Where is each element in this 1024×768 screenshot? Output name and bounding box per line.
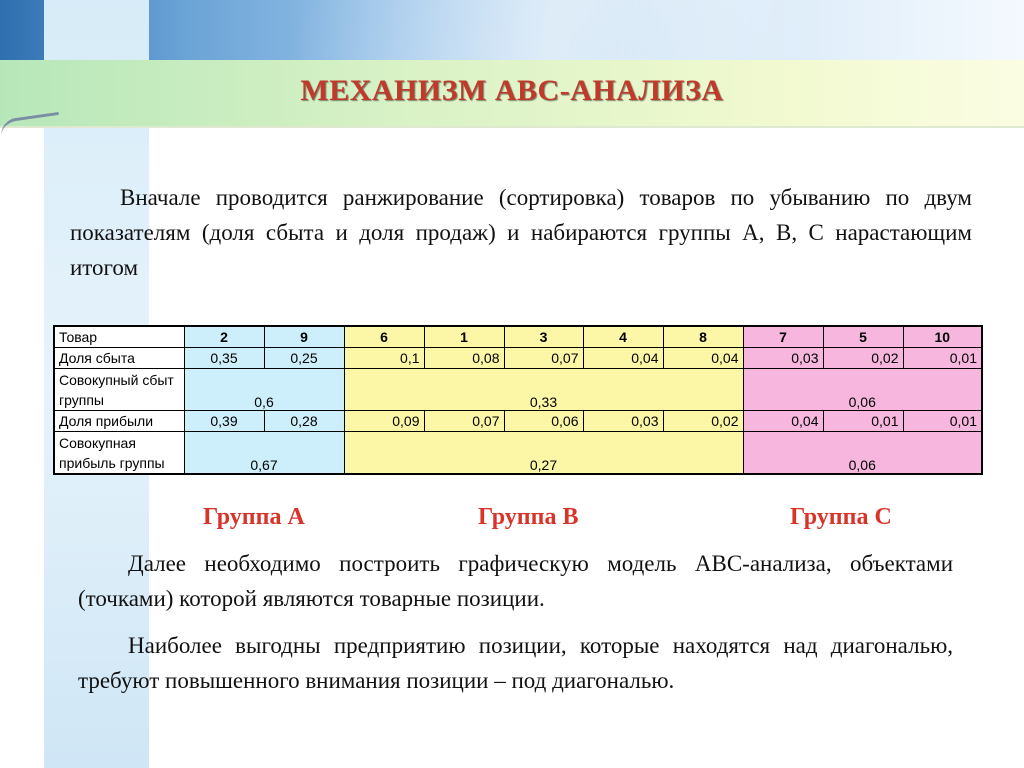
group-a-label: Группа А — [203, 504, 305, 530]
sales-share-cell: 0,03 — [743, 348, 823, 369]
graphic-model-paragraph: Далее необходимо построить графическую модель АВС-анализа, объектами (точками) которой являются товарные позиции. — [78, 551, 953, 611]
row-label-sales-share: Доля сбыта — [54, 348, 184, 369]
group-a-sales-cell: 0,6 — [184, 369, 344, 411]
row-label-profit-share: Доля прибыли — [54, 411, 184, 432]
product-cell: 1 — [424, 326, 504, 348]
sales-share-cell: 0,01 — [903, 348, 982, 369]
group-c-profit-cell: 0,06 — [743, 432, 982, 475]
product-cell: 10 — [903, 326, 982, 348]
profit-share-cell: 0,28 — [264, 411, 344, 432]
table-row-group-profit — [54, 432, 982, 475]
profit-share-cell: 0,01 — [903, 411, 982, 432]
product-cell: 7 — [743, 326, 823, 348]
profit-share-cell: 0,39 — [184, 411, 264, 432]
group-b-profit-cell: 0,27 — [344, 432, 743, 475]
profit-share-cell: 0,02 — [663, 411, 743, 432]
product-cell: 4 — [583, 326, 663, 348]
row-label-group-sales: Совокупный сбыт группы — [54, 369, 184, 411]
row-label-group-profit: Совокупная прибыль группы — [54, 432, 184, 475]
profit-share-cell: 0,04 — [743, 411, 823, 432]
sales-share-cell: 0,08 — [424, 348, 504, 369]
table-row-profit-share — [54, 411, 982, 432]
slide-title: МЕХАНИЗМ АВС-АНАЛИЗА — [300, 74, 724, 107]
group-a-profit-cell: 0,67 — [184, 432, 344, 475]
sales-share-cell: 0,02 — [823, 348, 903, 369]
header-light-streak — [300, 0, 800, 62]
table-row-products — [54, 326, 982, 348]
product-cell: 2 — [184, 326, 264, 348]
sales-share-cell: 0,04 — [663, 348, 743, 369]
sales-share-cell: 0,25 — [264, 348, 344, 369]
profit-share-cell: 0,07 — [424, 411, 504, 432]
group-c-label: Группа С — [790, 504, 892, 530]
sales-share-cell: 0,1 — [344, 348, 424, 369]
intro-paragraph: Вначале проводится ранжирование (сортировка) товаров по убыванию по двум показателям (доля сбыта и доля продаж) и набираются группы А, В, С нарастающим итогом — [70, 185, 972, 280]
row-label-product: Товар — [54, 326, 184, 348]
profit-share-cell: 0,09 — [344, 411, 424, 432]
product-cell: 8 — [663, 326, 743, 348]
sales-share-cell: 0,35 — [184, 348, 264, 369]
group-c-sales-cell: 0,06 — [743, 369, 982, 411]
sales-share-cell: 0,07 — [504, 348, 583, 369]
group-b-sales-cell: 0,33 — [344, 369, 743, 411]
profit-share-cell: 0,03 — [583, 411, 663, 432]
product-cell: 5 — [823, 326, 903, 348]
sales-share-cell: 0,04 — [583, 348, 663, 369]
group-b-label: Группа В — [478, 504, 579, 530]
profit-share-cell: 0,06 — [504, 411, 583, 432]
profit-share-cell: 0,01 — [823, 411, 903, 432]
product-cell: 3 — [504, 326, 583, 348]
product-cell: 9 — [264, 326, 344, 348]
table-row-group-sales — [54, 369, 982, 411]
diagonal-paragraph: Наиболее выгодны предприятию позиции, которые находятся над диагональю, требуют повышенного внимания позиции – под диагональю. — [78, 633, 953, 693]
product-cell: 6 — [344, 326, 424, 348]
abc-analysis-table — [53, 325, 983, 475]
table-row-sales-share — [54, 348, 982, 369]
